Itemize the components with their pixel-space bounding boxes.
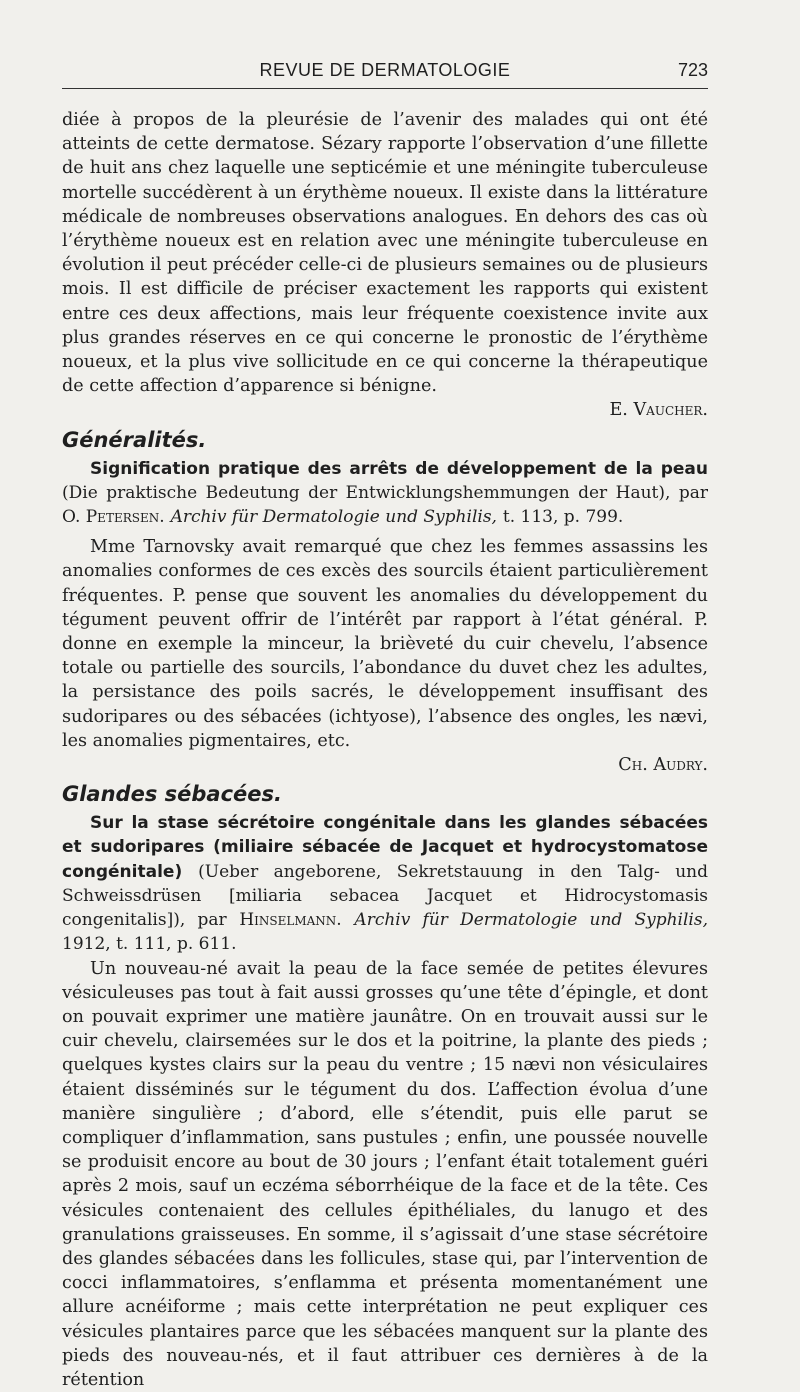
section-heading-glandes-sebacees: Glandes sébacées. (62, 781, 708, 807)
intro-signature: E. Vaucher. (62, 398, 708, 422)
article-body-2: Un nouveau-né avait la peau de la face semée de petites élevures vésiculeuses pas tout à fait aussi grosses qu’une tête d’épingle, et dont on pouvait exprimer une matière jaunâtre. On en trouvait aussi sur le cuir chevelu, clairsemées sur le dos et la poitrine, la plante des pieds ; quelques kystes clairs sur la peau du ventre ; 15 nævi non vésiculaires étaient disséminés sur le tégument du dos. L’affection évolua d’une manière singulière ; d’abord, elle s’étendit, puis elle parut se compliquer d’inflammation, sans pustules ; enfin, une poussée nouvelle se produisit encore au bout de 30 jours ; l’enfant était totalement guéri après 2 mois, sauf un eczéma séborrhéique de la face et de la tête. Ces vésicules contenaient des cellules épithéliales, du lanugo et des granulations graisseuses. En somme, il s’agissait d’une stase sécrétoire des glandes sébacées dans les follicules, stase qui, par l’intervention de cocci inflammatoires, s’enflamma et présenta momentanément une allure acnéiforme ; mais cette interprétation ne peut expliquer ces vésicules plantaires parce que les sébacées manquent sur la plante des pieds des nouveau-nés, et il faut attribuer ces dernières à de la rétention (62, 957, 708, 1392)
article-signature-1: Ch. Audry. (62, 753, 708, 777)
article-body-1: Mme Tarnovsky avait remarqué que chez les femmes assassins les anomalies conformes de ces excès des sourcils étaient particulièrement fréquentes. P. pense que souvent les anomalies du développement du tégument peuvent offrir de l’intérêt par rapport à l’état général. P. donne en exemple la minceur, la brièveté du cuir chevelu, l’absence totale ou partielle des sourcils, l’abondance du duvet chez les adultes, la persistance des poils sacrés, le développement insuffisant des sudoripares ou des sébacées (ichtyose), l’absence des ongles, les nævi, les anomalies pigmentaires, etc. (62, 535, 708, 753)
article-journal-2: Archiv für Dermatologie und Syphilis, (354, 910, 708, 930)
article-author-1: O. Petersen. (62, 507, 165, 527)
page-body (62, 108, 708, 1392)
article-title-1: Signification pratique des arrêts de développement de la peau (Die praktische Bedeutung der Entwicklungshemmungen der Haut), par O. Petersen. Archiv für Dermatologie und Syphilis, t. 113, p. 799. (62, 457, 708, 530)
page-number: 723 (678, 60, 708, 81)
page-header (62, 58, 708, 89)
article-journal-1: Archiv für Dermatologie und Syphilis, (171, 507, 497, 527)
article-title-2: Sur la stase sécrétoire congénitale dans les glandes sébacées et sudoripares (miliaire sébacée de Jacquet et hydrocystomatose congénitale) (Ueber angeborene, Sekretstauung in den Talg- und Schweissdrüsen [miliaria sebacea Jacquet et Hidrocystomasis congenitalis]), par Hinselmann. Archiv für Dermatologie und Syphilis, 1912, t. 111, p. 611. (62, 811, 708, 956)
section-heading-generalites: Généralités. (62, 427, 708, 453)
intro-paragraph: diée à propos de la pleurésie de l’avenir des malades qui ont été atteints de cette dermatose. Sézary rapporte l’observation d’une fillette de huit ans chez laquelle une septicémie et une méningite tuberculeuse mortelle succédèrent à un érythème noueux. Il existe dans la littérature médicale de nombreuses observations analogues. En dehors des cas où l’érythème noueux est en relation avec une méningite tuberculeuse en évolution il peut précéder celle-ci de plusieurs semaines ou de plusieurs mois. Il est difficile de préciser exactement les rapports qui existent entre ces deux affections, mais leur fréquente coexistence invite aux plus grandes réserves en ce qui concerne le pronostic de l’érythème noueux, et la plus vive sollicitude en ce qui concerne la thérapeutique de cette affection d’apparence si bénigne. (62, 108, 708, 398)
article-author-2: Hinselmann. (239, 910, 341, 930)
running-title: REVUE DE DERMATOLOGIE (62, 60, 708, 81)
